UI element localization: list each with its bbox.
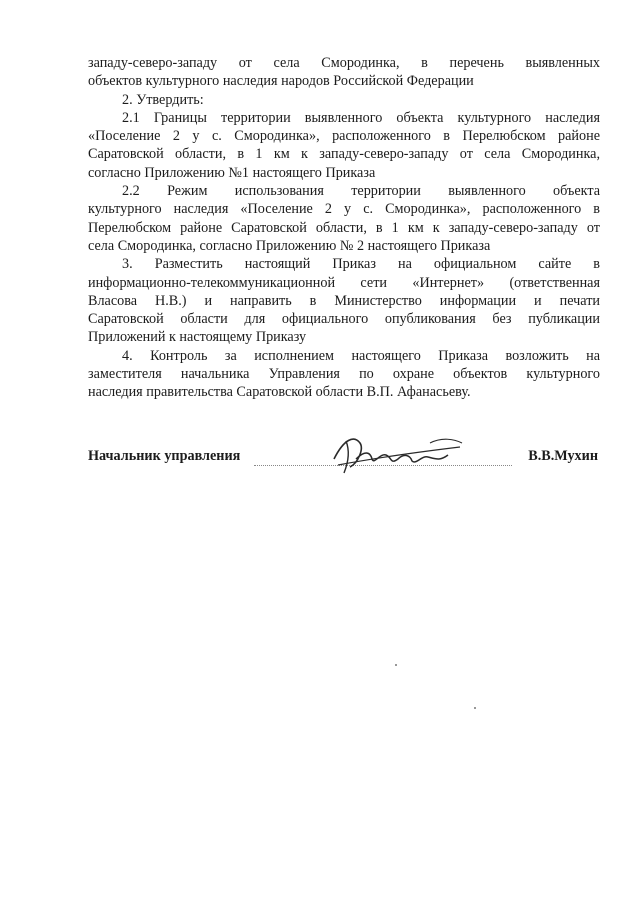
text-line: информационно-телекоммуникационной сети «Интернет» (ответственная	[88, 274, 600, 291]
text-line: объектов культурного наследия народов Российской Федерации	[88, 73, 474, 90]
text-line: села Смородинка, согласно Приложению № 2 настоящего Приказа	[88, 237, 491, 254]
handwritten-signature	[320, 429, 470, 477]
text-line: заместителя начальника Управления по охране объектов культурного	[88, 366, 600, 383]
text-line: Власова Н.В.) и направить в Министерство информации и печати	[88, 292, 600, 309]
text-line: Саратовской области, в 1 км к западу-северо-западу от села Смородинка,	[88, 146, 600, 163]
order-body-text	[88, 54, 600, 402]
text-line: наследия правительства Саратовской области В.П. Афанасьеву.	[88, 384, 471, 401]
signatory-title: Начальник управления	[88, 448, 241, 464]
text-line: Приложений к настоящему Приказу	[88, 329, 307, 346]
text-line: 2.2 Режим использования территории выявленного объекта	[122, 183, 600, 200]
text-line: Перелюбском районе Саратовской области, в 1 км к западу-северо-западу от	[88, 219, 600, 236]
scan-speck	[474, 707, 476, 709]
text-line: 2.1 Границы территории выявленного объекта культурного наследия	[122, 109, 600, 126]
signature-block	[88, 445, 600, 475]
signatory-name: В.В.Мухин	[528, 448, 598, 464]
text-line: Саратовской области для официального опубликования без публикации	[88, 311, 600, 328]
text-line: 3. Разместить настоящий Приказ на официальном сайте в	[122, 256, 600, 273]
text-line: «Поселение 2 у с. Смородинка», расположенного в Перелюбском районе	[88, 128, 600, 145]
text-line: 4. Контроль за исполнением настоящего Приказа возложить на	[122, 347, 600, 364]
text-line: культурного наследия «Поселение 2 у с. Смородинка», расположенного в	[88, 201, 600, 218]
text-line: западу-северо-западу от села Смородинка, в перечень выявленных	[88, 55, 600, 71]
scan-speck	[395, 664, 397, 666]
text-line: 2. Утвердить:	[122, 91, 204, 108]
text-line: согласно Приложению №1 настоящего Приказа	[88, 164, 376, 181]
